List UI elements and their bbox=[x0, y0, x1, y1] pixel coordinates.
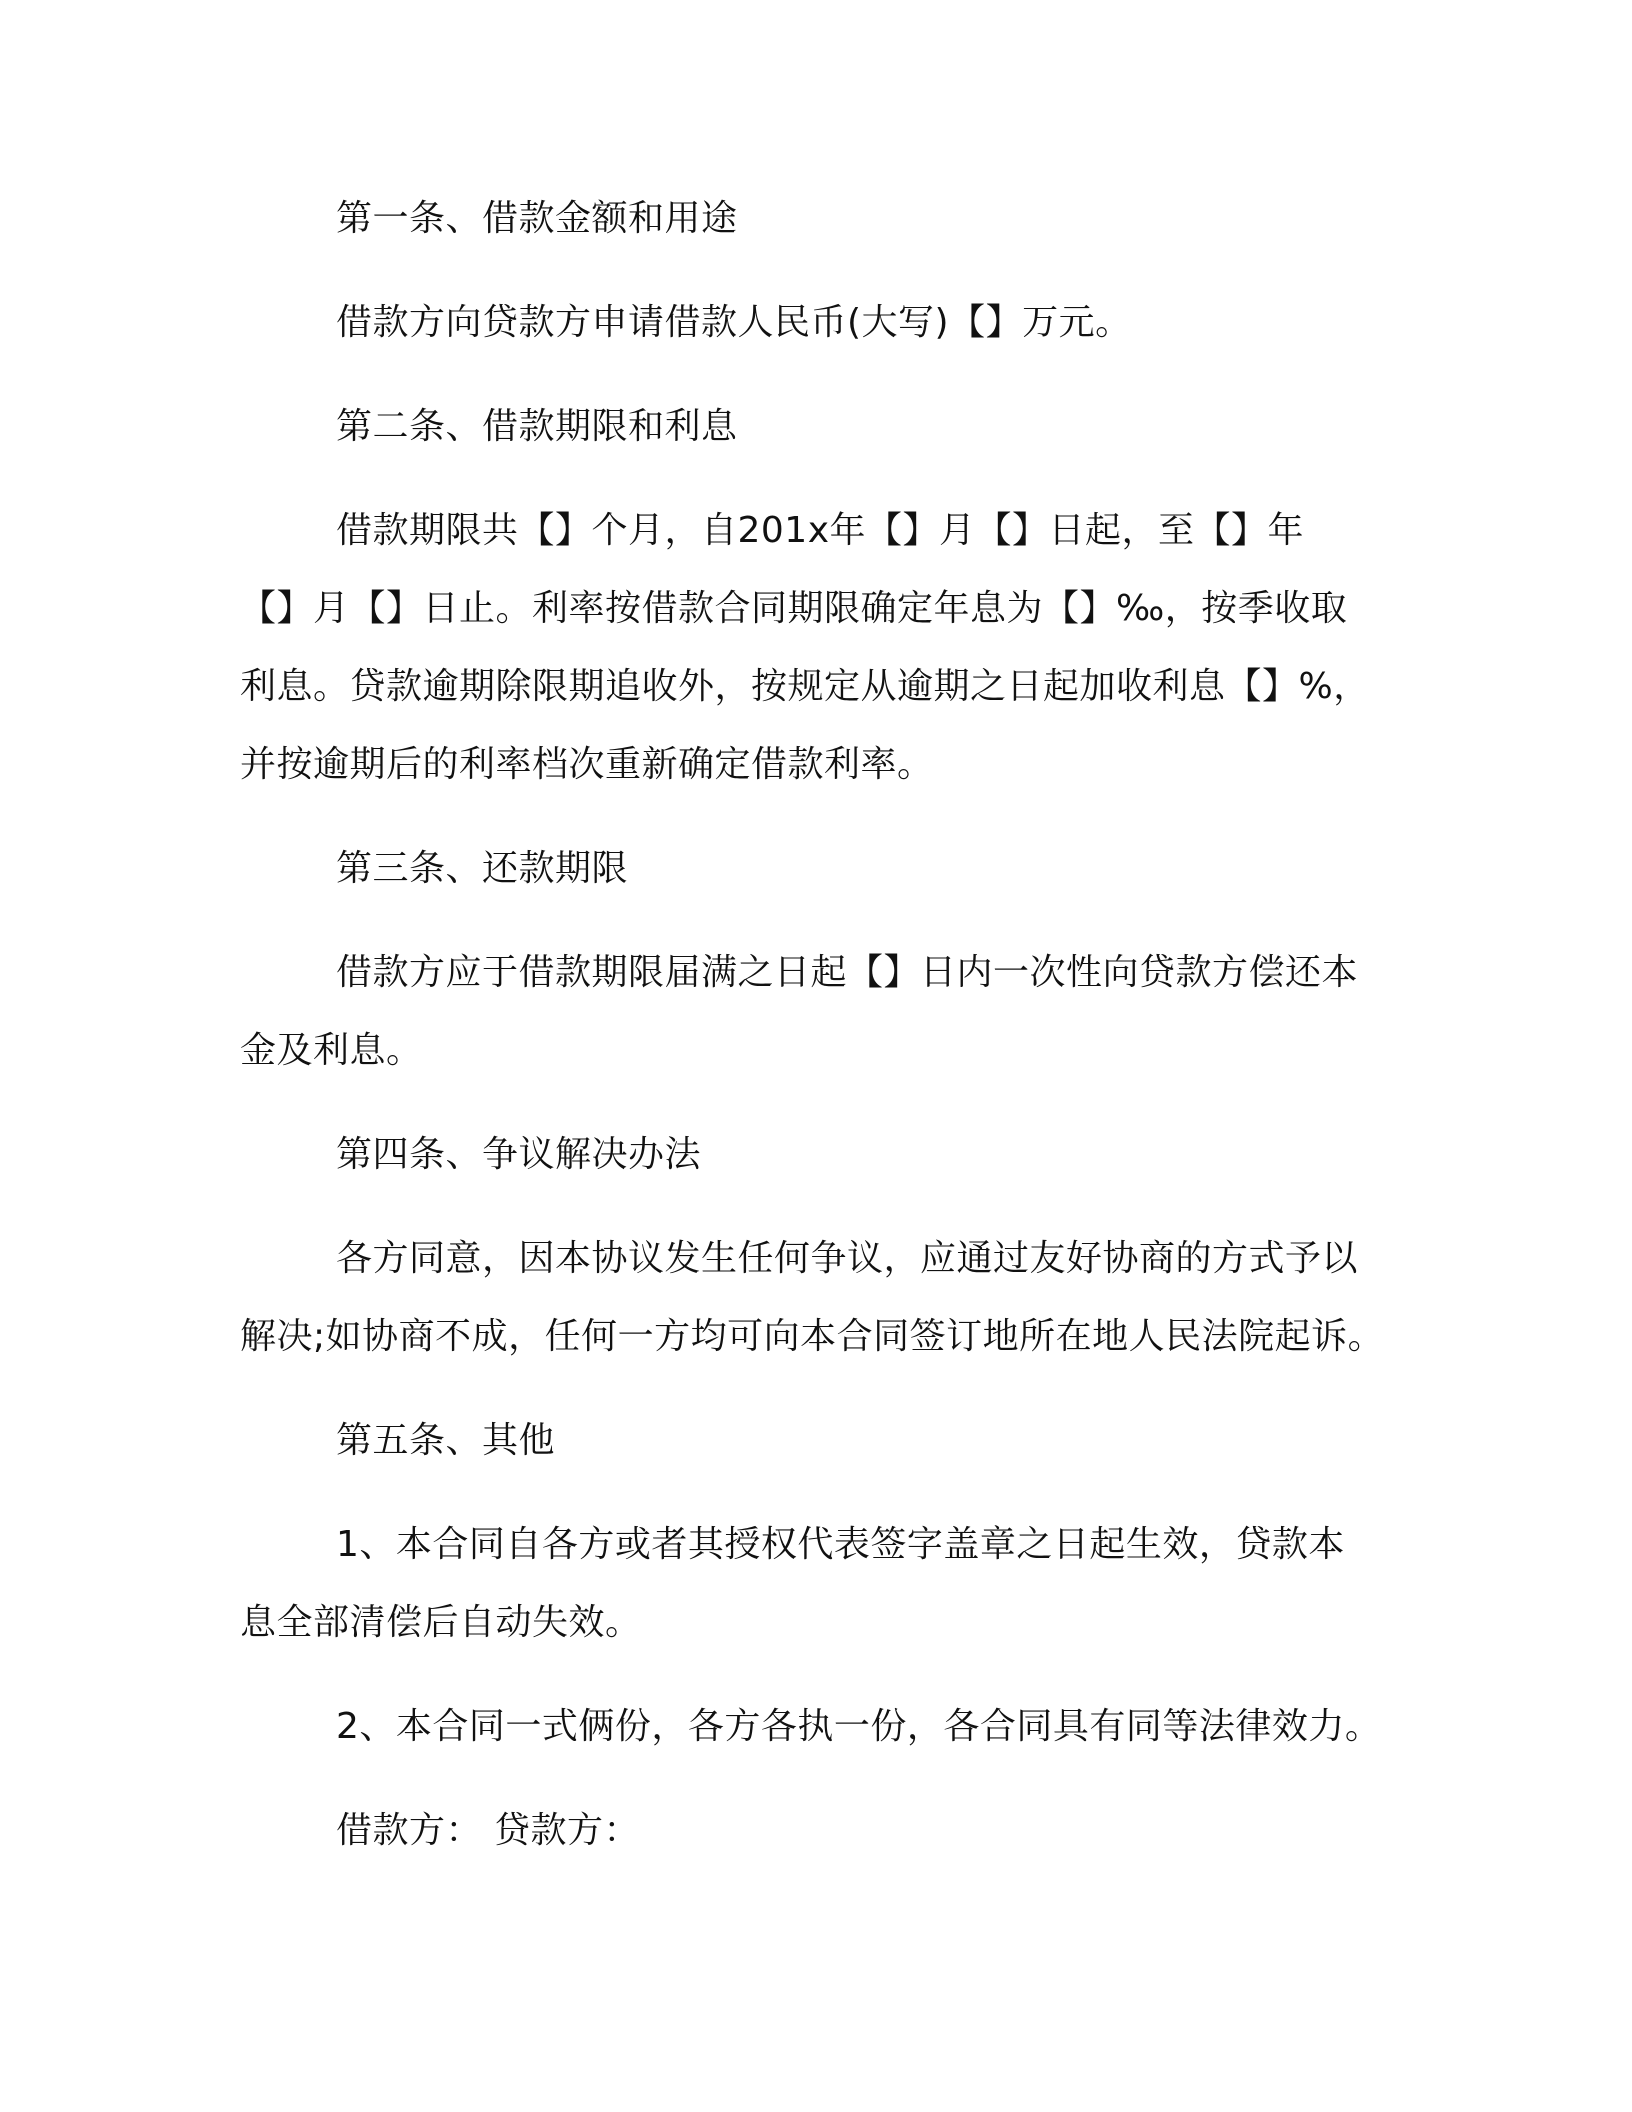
paragraph-line: 解决;如协商不成，任何一方均可向本合同签订地所在地人民法院起诉。 bbox=[240, 1316, 1385, 1357]
paragraph-line: 2、本合同一式俩份，各方各执一份，各合同具有同等法律效力。 bbox=[336, 1706, 1382, 1747]
paragraph-line: 1、本合同自各方或者其授权代表签字盖章之日起生效，贷款本 bbox=[336, 1524, 1345, 1565]
signature-line: 借款方： 贷款方： bbox=[336, 1810, 640, 1851]
section-heading-3: 第三条、还款期限 bbox=[336, 848, 629, 889]
section-heading-4: 第四条、争议解决办法 bbox=[336, 1134, 702, 1175]
paragraph-line: 借款方向贷款方申请借款人民币(大写)【】万元。 bbox=[336, 302, 1132, 343]
section-heading-2: 第二条、借款期限和利息 bbox=[336, 406, 738, 447]
section-heading-1: 第一条、借款金额和用途 bbox=[336, 198, 738, 239]
paragraph-line: 金及利息。 bbox=[240, 1030, 423, 1071]
paragraph-line: 借款期限共【】个月，自201x年【】月【】日起，至【】年 bbox=[336, 510, 1305, 551]
paragraph-line: 并按逾期后的利率档次重新确定借款利率。 bbox=[240, 744, 934, 785]
document-content bbox=[240, 180, 1385, 1870]
paragraph-line: 借款方应于借款期限届满之日起【】日内一次性向贷款方偿还本 bbox=[336, 952, 1359, 993]
paragraph-line: 息全部清偿后自动失效。 bbox=[240, 1602, 642, 1643]
paragraph-line: 各方同意，因本协议发生任何争议，应通过友好协商的方式予以 bbox=[336, 1238, 1359, 1279]
section-heading-5: 第五条、其他 bbox=[336, 1420, 556, 1461]
paragraph-line: 利息。贷款逾期除限期追收外，按规定从逾期之日起加收利息【】%， bbox=[240, 666, 1370, 707]
paragraph-line: 【】月【】日止。利率按借款合同期限确定年息为【】‰，按季收取 bbox=[240, 588, 1348, 629]
